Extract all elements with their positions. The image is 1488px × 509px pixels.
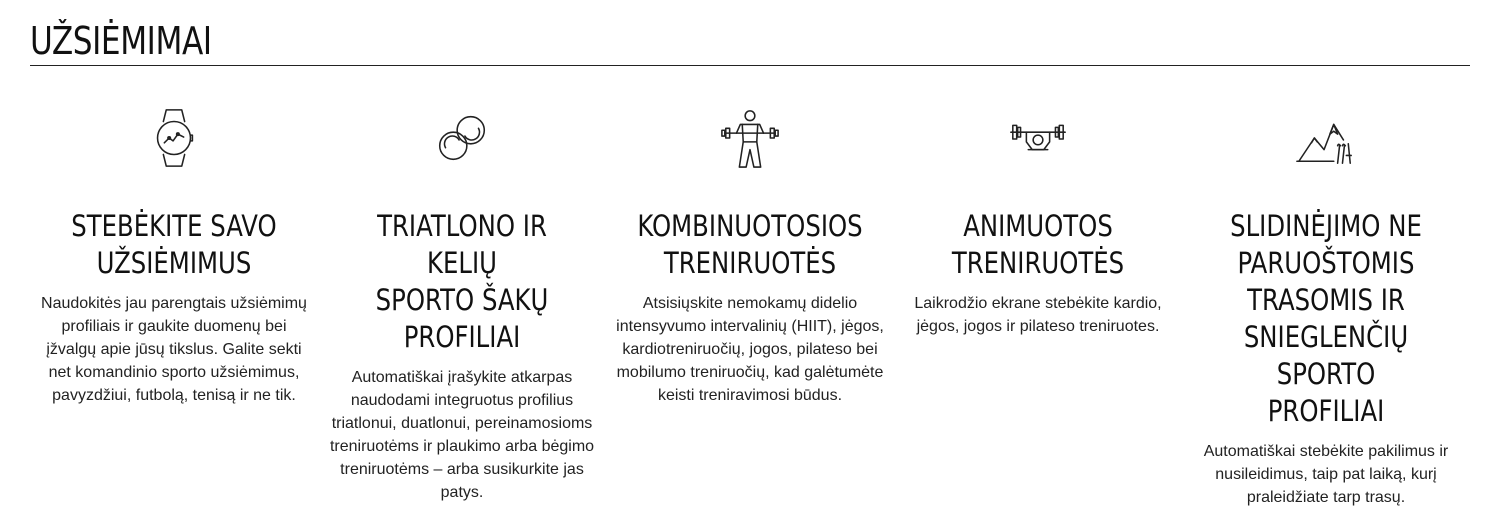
watch-chart-icon [142,98,206,178]
linked-rings-icon [430,98,494,178]
feature-multisport-profiles [318,90,606,509]
feature-title: KOMBINUOTOSIOS TRENIRUOTĖS [637,209,863,280]
feature-description: Laikrodžio ekrane stebėkite kardio, jėgos, jogos ir pilateso treniruotes. [914,295,1162,335]
feature-title: TRIATLONO IR KELIŲ SPORTO ŠAKŲ PROFILIAI [375,209,549,354]
feature-combined-workouts [606,90,894,509]
bench-press-icon [1006,98,1070,178]
feature-description: Naudokitės jau parengtais užsiėmimų profiliais ir gaukite duomenų bei įžvalgų apie jūsų tikslus. Galite sekti net komandinio sporto užsiėmimus, pavyzdžiui, futbolą, tenisą ir ne tik. [41,295,307,404]
feature-title: SLIDINĖJIMO NE PARUOŠTOMIS TRASOMIS IR SNIEGLENČIŲ SPORTO PROFILIAI [1230,209,1422,428]
feature-activity-tracking [30,90,318,509]
feature-description: Automatiškai įrašykite atkarpas naudodami integruotus profilius triatlonui, duatlonui, pereinamosioms treniruotėms ir plaukimo arba bėgimo treniruotėms – arba susikurkite jas patys. [329,369,595,501]
weightlifter-icon [718,98,782,178]
feature-backcountry-ski [1182,90,1470,509]
mountains-skis-icon [1294,98,1358,178]
section-title: UŽSIĖMIMAI [30,19,212,63]
title-divider [30,65,1470,66]
feature-animated-workouts [894,90,1182,509]
feature-description: Automatiškai stebėkite pakilimus ir nusileidimus, taip pat laiką, kurį praleidžiate tarp trasų. [1203,443,1449,506]
features-row [30,90,1470,509]
feature-title: ANIMUOTOS TRENIRUOTĖS [951,209,1125,280]
feature-title: STEBĖKITE SAVO UŽSIĖMIMUS [71,209,277,280]
feature-description: Atsisiųskite nemokamų didelio intensyvumo intervalinių (HIIT), jėgos, kardiotreniruočių, jogos, pilateso bei mobilumo treniruočių, kad galėtumėte keisti treniravimosi būdus. [616,295,884,404]
